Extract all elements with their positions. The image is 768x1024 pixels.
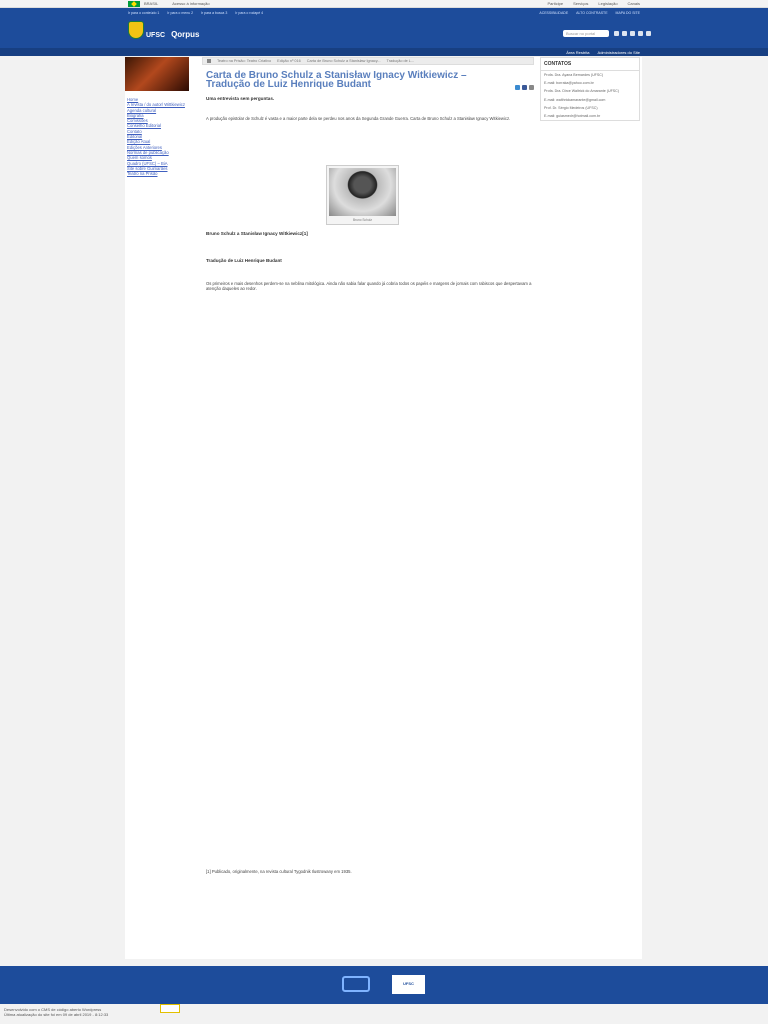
- gov-brasil-link[interactable]: BRASIL: [144, 1, 159, 6]
- footnote: [1] Publicado, originalmente, na revista cultural Tygodnik Ilustrowany em 1935.: [206, 869, 352, 874]
- sub-nav: [0, 48, 768, 56]
- nav-item[interactable]: Quem somos: [127, 155, 152, 161]
- youtube-icon[interactable]: [630, 31, 635, 36]
- contact-email[interactable]: E-mail: walthrickamarante@gmail.com: [544, 97, 606, 102]
- nav-item[interactable]: Teatro na Prisão: [127, 171, 158, 177]
- restricted-area-link[interactable]: Área Restrita: [566, 49, 590, 55]
- gov-link-legislacao[interactable]: Legislação: [598, 1, 618, 6]
- nav-item[interactable]: Edições Anteriores: [127, 144, 162, 150]
- site-footer: [0, 966, 768, 1004]
- gov-link-servicos[interactable]: Serviços: [573, 1, 589, 6]
- contact-box: [540, 57, 640, 121]
- gov-bar: [0, 0, 768, 8]
- gov-link-participe[interactable]: Participe: [547, 1, 564, 6]
- ufsc-crest-icon: [128, 21, 144, 39]
- home-icon[interactable]: [207, 59, 211, 63]
- contact-email[interactable]: E-mail: borraka@yahoo.com.br: [544, 81, 594, 86]
- letter-heading: Bruno Schulz a Stanisław Ignacy Witkiewicz[1]: [206, 231, 308, 237]
- skip-menu-link[interactable]: Ir para o menu 2: [167, 11, 194, 15]
- twitter-icon[interactable]: [614, 31, 619, 36]
- left-nav: [125, 97, 189, 176]
- nav-item[interactable]: Site sobre Guimarães: [127, 165, 168, 171]
- contact-line: Profa. Dra. Dirce Waltrick do Amarante (UFSC): [544, 89, 619, 94]
- footer-credit: Desenvolvido com o CMS de código aberto Wordpress: [4, 1007, 102, 1012]
- gov-info-link[interactable]: Acesso à informação: [172, 1, 210, 6]
- search-input[interactable]: Buscar no portal: [563, 30, 609, 37]
- breadcrumb-item: Tradução de L...: [386, 59, 415, 63]
- social-links: [614, 31, 651, 36]
- skip-footer-link[interactable]: Ir para o rodapé 4: [235, 11, 264, 15]
- wordpress-badge-icon[interactable]: [160, 1004, 180, 1013]
- content-wrapper: [125, 57, 642, 959]
- nav-item[interactable]: Normas de publicação: [127, 149, 169, 155]
- nav-item[interactable]: Conselho Editorial: [127, 123, 161, 129]
- nav-item[interactable]: Biografia: [127, 112, 144, 118]
- translation-heading: Tradução de Luiz Henrique Budant: [206, 258, 282, 264]
- nav-item[interactable]: Quadro (UFSC) – BiA: [127, 160, 168, 166]
- contact-email[interactable]: E-mail: guiasmedr@hotmail.com.br: [544, 114, 601, 119]
- gov-link-canais[interactable]: Canais: [627, 1, 640, 6]
- facebook-share-icon[interactable]: [522, 85, 527, 90]
- sitemap-link[interactable]: MAPA DO SITE: [615, 11, 640, 15]
- ufsc-label: UFSC: [146, 32, 166, 39]
- nav-item[interactable]: Home: [127, 97, 139, 102]
- footer-updated: Última atualização do site foi em 09 de abril 2019 - 8:12:33: [4, 1012, 109, 1017]
- author-photo: [326, 165, 399, 225]
- photo-caption: Bruno Schulz: [353, 218, 372, 222]
- high-contrast-link[interactable]: ALTO CONTRASTE: [576, 11, 608, 15]
- site-header: [0, 8, 768, 48]
- left-column: [125, 57, 189, 176]
- twitter-share-icon[interactable]: [515, 85, 520, 90]
- facebook-icon[interactable]: [622, 31, 627, 36]
- brazil-flag-icon: [128, 1, 140, 7]
- article-lead: Uma entrevista sem perguntas.: [206, 96, 275, 101]
- nav-item[interactable]: Comissões: [127, 118, 148, 124]
- breadcrumb-item[interactable]: Teatro na Prisão: Teatro Criativo: [217, 59, 272, 63]
- skip-search-link[interactable]: Ir para a busca 3: [201, 11, 228, 15]
- article: [202, 57, 534, 874]
- article-title: Carta de Bruno Schulz a Stanisław Ignacy Witkiewicz – Tradução de Luiz Henrique Budant: [206, 70, 467, 90]
- site-admins-link[interactable]: Administradores do Site: [597, 49, 640, 55]
- theater-poster-image: [125, 57, 189, 91]
- footer-info: [0, 1004, 768, 1024]
- breadcrumb-item[interactable]: Carta de Bruno Schulz a Stanisław Ignacy...: [306, 59, 381, 63]
- rss-icon[interactable]: [646, 31, 651, 36]
- breadcrumb: [202, 57, 534, 65]
- nav-item[interactable]: A revista / do autor/ Wittkiewicz: [127, 102, 185, 108]
- nav-item[interactable]: Edição Atual: [127, 139, 151, 145]
- print-icon[interactable]: [529, 85, 534, 90]
- secretaria-logo-icon[interactable]: [342, 976, 370, 992]
- skip-content-link[interactable]: Ir para o conteúdo 1: [128, 11, 160, 15]
- nav-item[interactable]: Contato: [127, 128, 142, 134]
- accessibility-link[interactable]: ACESSIBILIDADE: [539, 11, 569, 15]
- contact-title: CONTATOS: [541, 58, 639, 71]
- contact-line: Profa. Dra. Ayana Bernardes (UFSC): [544, 73, 604, 77]
- article-intro: A produção epistolar de Schulz é vasta e a maior parte dela se perdeu nos anos da Segunda Grande Guerra. Carta de Bruno Schulz a Stanisław Ignacy Witkiewicz.: [206, 116, 511, 121]
- article-body: Os primeiros e mais desenhos perdem-se na neblina mitológica. Ainda não sabia falar quando já cobria todos os papéis e margens de jornais com rabiscos que despertavam a atenção daqueles ao redor.: [206, 281, 532, 292]
- right-column: [540, 57, 640, 121]
- article-body-continued: [206, 300, 534, 305]
- nav-item[interactable]: Editorial: [127, 134, 143, 140]
- nav-item[interactable]: Agenda cultural: [127, 107, 157, 113]
- ufsc-footer-logo[interactable]: UFSC: [392, 975, 425, 994]
- contact-line: Prof. Dr. Sérgio Medeiros (UFSC): [544, 105, 598, 110]
- flickr-icon[interactable]: [638, 31, 643, 36]
- breadcrumb-item[interactable]: Edição nº 016: [277, 59, 301, 63]
- site-title: Qorpus: [171, 30, 200, 39]
- portrait-image: [329, 168, 396, 216]
- site-logo[interactable]: [128, 21, 200, 39]
